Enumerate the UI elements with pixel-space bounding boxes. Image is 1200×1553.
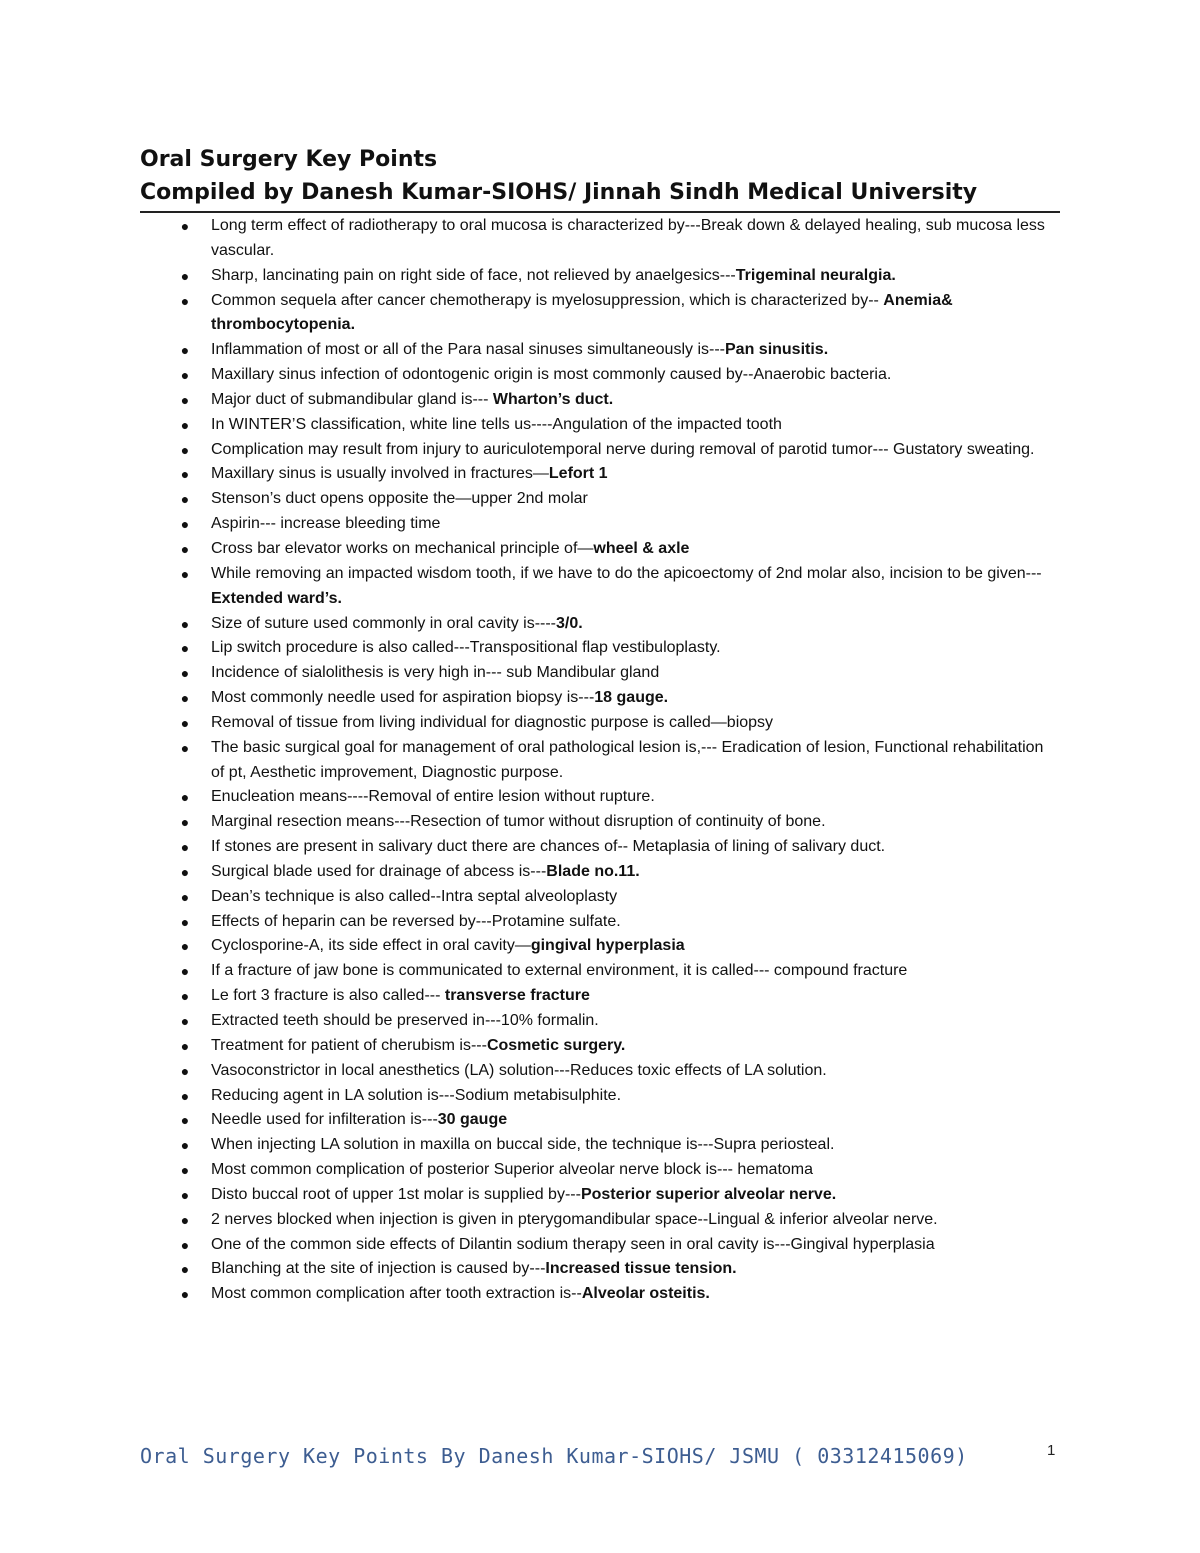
bullet-icon: ● (180, 416, 190, 433)
list-item (180, 1183, 1061, 1208)
point-answer: Wharton’s duct. (492, 390, 614, 408)
point-text: If a fracture of jaw bone is communicated to external environment, it is called--- compound fracture (211, 962, 908, 980)
point-text: If stones are present in salivary duct there are chances of-- Metaplasia of lining of salivary duct. (211, 838, 886, 856)
list-item (180, 860, 1061, 885)
list-item (180, 462, 1061, 487)
list-item (180, 1208, 1061, 1233)
point-text: Sharp, lancinating pain on right side of face, not relieved by anaelgesics--- (211, 266, 736, 284)
page-title: Oral Surgery Key Points (140, 147, 438, 172)
point-text: Dean’s technique is also called--Intra septal alveoloplasty (211, 887, 618, 905)
bullet-icon: ● (180, 615, 190, 632)
point-text: Maxillary sinus infection of odontogenic origin is most commonly caused by--Anaerobic bacteria. (211, 366, 892, 384)
list-item (180, 736, 1061, 786)
list-item (180, 438, 1061, 463)
point-answer: Anemia& thrombocytopenia. (211, 291, 953, 334)
bullet-icon: ● (180, 540, 190, 557)
point-text: Incidence of sialolithesis is very high in--- sub Mandibular gland (211, 664, 660, 682)
point-answer: wheel & axle (593, 539, 690, 557)
point-text: Reducing agent in LA solution is---Sodium metabisulphite. (211, 1086, 622, 1104)
title-block (140, 143, 1060, 213)
bullet-icon: ● (180, 516, 190, 533)
bullet-icon: ● (180, 789, 190, 806)
bullet-icon: ● (180, 1186, 190, 1203)
list-item (180, 388, 1061, 413)
list-item (180, 1257, 1061, 1282)
list-item (180, 661, 1061, 686)
list-item (180, 910, 1061, 935)
bullet-icon: ● (180, 1013, 190, 1029)
page-subtitle: Compiled by Danesh Kumar-SIOHS/ Jinnah Sindh Medical University (140, 180, 978, 205)
bullet-icon: ● (180, 988, 190, 1005)
bullet-icon: ● (180, 1037, 190, 1054)
bullet-icon: ● (180, 491, 190, 508)
point-text: While removing an impacted wisdom tooth, if we have to do the apicoectomy of 2nd molar also, incision to be given--- (211, 564, 1042, 582)
point-text: Enucleation means----Removal of entire lesion without rupture. (211, 788, 655, 806)
bullet-icon: ● (180, 342, 190, 359)
bullet-icon: ● (180, 863, 190, 880)
list-item (180, 934, 1061, 959)
point-text: In WINTER’S classification, white line tells us----Angulation of the impacted tooth (211, 415, 782, 433)
bullet-icon: ● (180, 391, 190, 408)
list-item (180, 959, 1061, 984)
list-item (180, 885, 1061, 910)
point-text: Size of suture used commonly in oral cavity is---- (211, 614, 556, 632)
list-item (180, 1158, 1061, 1183)
list-item (180, 214, 1061, 264)
point-answer: Pan sinusitis. (725, 341, 829, 359)
point-text: Inflammation of most or all of the Para nasal sinuses simultaneously is--- (211, 341, 725, 359)
point-text: Stenson’s duct opens opposite the—upper 2nd molar (211, 490, 588, 508)
list-item (180, 1108, 1061, 1133)
bullet-icon: ● (180, 1236, 190, 1253)
point-answer: Increased tissue tension. (545, 1260, 737, 1278)
point-answer: gingival hyperplasia (530, 937, 685, 955)
point-text: Major duct of submandibular gland is--- (211, 390, 493, 408)
bullet-icon: ● (180, 441, 190, 458)
bullet-icon: ● (180, 1286, 190, 1303)
point-text: Most commonly needle used for aspiration biopsy is--- (211, 689, 595, 707)
list-item (180, 984, 1061, 1009)
bullet-icon: ● (180, 640, 190, 657)
bullet-icon: ● (180, 814, 190, 831)
point-answer: 18 gauge. (594, 689, 669, 707)
point-text: 2 nerves blocked when injection is given in pterygomandibular space--Lingual & inferior alveolar nerve. (211, 1210, 938, 1228)
bullet-icon: ● (180, 714, 190, 731)
point-answer: 30 gauge (437, 1111, 508, 1129)
bullet-icon: ● (180, 1261, 190, 1278)
bullet-icon: ● (180, 292, 190, 309)
bullet-icon: ● (180, 1162, 190, 1179)
bullet-icon: ● (180, 839, 190, 856)
point-text: Most common complication after tooth extraction is-- (211, 1285, 582, 1303)
point-text: Long term effect of radiotherapy to oral mucosa is characterized by---Break down & delayed healing, sub mucosa less vascular. (211, 217, 1045, 259)
list-item (180, 1084, 1061, 1109)
point-text: Disto buccal root of upper 1st molar is supplied by--- (211, 1185, 581, 1203)
list-item (180, 1282, 1061, 1307)
point-text: Marginal resection means---Resection of tumor without disruption of continuity of bone. (211, 813, 826, 831)
point-text: Aspirin--- increase bleeding time (211, 515, 441, 533)
point-text: Common sequela after cancer chemotherapy is myelosuppression, which is characterized by-- (211, 291, 884, 309)
point-text: Extracted teeth should be preserved in---10% formalin. (211, 1012, 599, 1029)
point-text: Treatment for patient of cherubism is--- (211, 1036, 487, 1054)
bullet-icon: ● (180, 938, 190, 955)
key-points-list (180, 214, 1061, 1307)
point-text: Cross bar elevator works on mechanical principle of— (211, 539, 594, 557)
bullet-icon: ● (180, 690, 190, 707)
point-answer: Alveolar osteitis. (581, 1285, 710, 1303)
bullet-icon: ● (180, 218, 190, 234)
list-item (180, 711, 1061, 736)
point-answer: Trigeminal neuralgia. (735, 266, 896, 284)
list-item (180, 363, 1061, 388)
bullet-icon: ● (180, 1112, 190, 1129)
list-item (180, 289, 1061, 339)
bullet-icon: ● (180, 565, 190, 582)
list-item (180, 785, 1061, 810)
bullet-icon: ● (180, 466, 190, 483)
bullet-icon: ● (180, 367, 190, 384)
bullet-icon: ● (180, 1087, 190, 1104)
list-item (180, 612, 1061, 637)
list-item (180, 1233, 1061, 1258)
point-text: The basic surgical goal for management of oral pathological lesion is,--- Eradication of lesion, Functional rehabilitation of pt, Aesthetic improvement, Diagnostic purpose. (211, 738, 1044, 781)
list-item (180, 1009, 1061, 1034)
list-item (180, 562, 1061, 612)
point-text: When injecting LA solution in maxilla on buccal side, the technique is---Supra periosteal. (211, 1136, 835, 1154)
point-text: Vasoconstrictor in local anesthetics (LA) solution---Reduces toxic effects of LA solution. (211, 1061, 827, 1079)
list-item (180, 537, 1061, 562)
bullet-icon: ● (180, 1062, 190, 1079)
bullet-icon: ● (180, 267, 190, 284)
bullet-icon: ● (180, 963, 190, 980)
bullet-icon: ● (180, 888, 190, 905)
point-answer: transverse fracture (444, 987, 590, 1005)
point-answer: Blade no.11. (546, 862, 640, 880)
point-answer: Cosmetic surgery. (486, 1036, 626, 1054)
point-answer: 3/0. (556, 614, 583, 632)
bullet-icon: ● (180, 739, 190, 756)
point-text: One of the common side effects of Dilantin sodium therapy seen in oral cavity is---Gingival hyperplasia (211, 1235, 935, 1253)
bullet-icon: ● (180, 665, 190, 682)
list-item (180, 636, 1061, 661)
list-item (180, 686, 1061, 711)
point-text: Le fort 3 fracture is also called--- (211, 987, 445, 1005)
list-item (180, 1133, 1061, 1158)
point-text: Removal of tissue from living individual for diagnostic purpose is called—biopsy (211, 713, 774, 731)
point-answer: Extended ward’s. (211, 589, 342, 607)
point-text: Needle used for infilteration is--- (211, 1111, 438, 1129)
list-item (180, 1059, 1061, 1084)
list-item (180, 264, 1061, 289)
footer-text: Oral Surgery Key Points By Danesh Kumar-SIOHS/ JSMU ( 03312415069) (140, 1444, 968, 1468)
list-item (180, 338, 1061, 363)
list-item (180, 810, 1061, 835)
point-text: Maxillary sinus is usually involved in fractures— (211, 465, 549, 483)
list-item (180, 835, 1061, 860)
point-text: Effects of heparin can be reversed by---Protamine sulfate. (211, 912, 621, 930)
list-item (180, 512, 1061, 537)
bullet-icon: ● (180, 1137, 190, 1154)
list-item (180, 1034, 1061, 1059)
bullet-icon: ● (180, 1211, 190, 1228)
point-text: Cyclosporine-A, its side effect in oral cavity— (211, 937, 531, 955)
page-number: 1 (1047, 1442, 1056, 1459)
point-text: Complication may result from injury to auriculotemporal nerve during removal of parotid tumor--- Gustatory sweating. (211, 440, 1035, 458)
bullet-icon: ● (180, 913, 190, 930)
point-answer: Posterior superior alveolar nerve. (580, 1185, 837, 1203)
point-answer: Lefort 1 (548, 465, 608, 483)
list-item (180, 487, 1061, 512)
point-text: Most common complication of posterior Superior alveolar nerve block is--- hematoma (211, 1161, 814, 1179)
list-item (180, 413, 1061, 438)
point-text: Surgical blade used for drainage of abcess is--- (211, 862, 547, 880)
point-text: Blanching at the site of injection is caused by--- (211, 1260, 546, 1278)
point-text: Lip switch procedure is also called---Transpositional flap vestibuloplasty. (211, 639, 721, 657)
